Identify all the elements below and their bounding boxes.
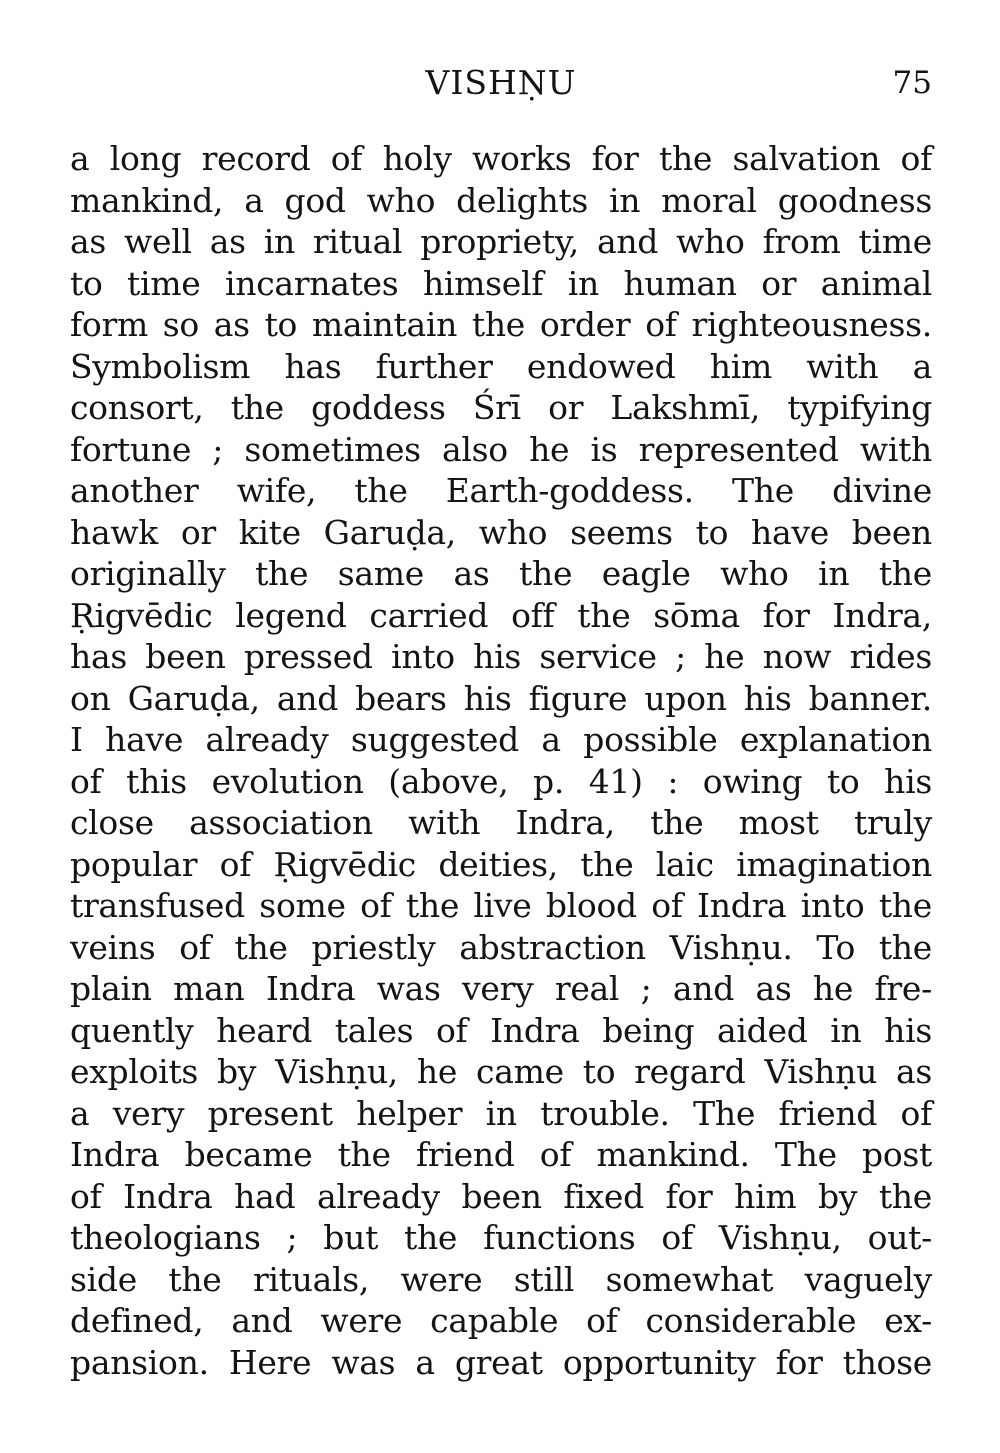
text-line: veins of the priestly abstraction Vishṇu. To the	[70, 927, 932, 967]
body-paragraph	[70, 138, 932, 1383]
text-line: a very present helper in trouble. The friend of	[70, 1093, 932, 1133]
text-line: another wife, the Earth-goddess. The divine	[70, 471, 932, 510]
page-number: 75	[892, 65, 932, 101]
text-line: form so as to maintain the order of righteousness.	[70, 305, 932, 344]
text-line: defined, and were capable of considerable ex-	[70, 1301, 932, 1340]
text-line: Ṛigvēdic legend carried off the sōma for Indra,	[70, 595, 932, 635]
text-line: pansion. Here was a great opportunity for those	[70, 1342, 932, 1382]
chapter-title: VISHṆU	[425, 63, 577, 102]
text-line: exploits by Vishṇu, he came to regard Vishṇu as	[70, 1052, 932, 1091]
text-line: on Garuḍa, and bears his figure upon his banner.	[70, 678, 932, 718]
text-line: of this evolution (above, p. 41) : owing to his	[70, 761, 932, 801]
text-line: hawk or kite Garuḍa, who seems to have been	[70, 512, 932, 552]
text-line: side the rituals, were still somewhat vaguely	[70, 1259, 932, 1299]
text-line: as well as in ritual propriety, and who from time	[70, 222, 932, 261]
text-line: originally the same as the eagle who in the	[70, 554, 932, 593]
text-line: of Indra had already been fixed for him by the	[70, 1176, 932, 1216]
text-line: theologians ; but the functions of Vishṇu, out-	[70, 1218, 932, 1257]
text-line: consort, the goddess Śrī or Lakshmī, typifying	[70, 388, 932, 427]
running-header	[70, 58, 932, 108]
text-line: to time incarnates himself in human or animal	[70, 263, 932, 303]
text-line: I have already suggested a possible explanation	[70, 720, 932, 759]
text-line: mankind, a god who delights in moral goodness	[70, 180, 932, 220]
text-line: popular of Ṛigvēdic deities, the laic imagination	[70, 844, 932, 884]
text-line: a long record of holy works for the salvation of	[70, 139, 932, 178]
text-line: Indra became the friend of mankind. The post	[70, 1135, 932, 1174]
text-line: transfused some of the live blood of Indra into the	[70, 886, 932, 925]
text-line: fortune ; sometimes also he is represented with	[70, 429, 932, 469]
text-line: close association with Indra, the most truly	[70, 803, 932, 842]
text-line: Symbolism has further endowed him with a	[70, 346, 932, 386]
text-line: plain man Indra was very real ; and as he fre-	[70, 969, 932, 1008]
text-line: quently heard tales of Indra being aided in his	[70, 1010, 932, 1050]
text-line: has been pressed into his service ; he now rides	[70, 637, 932, 676]
